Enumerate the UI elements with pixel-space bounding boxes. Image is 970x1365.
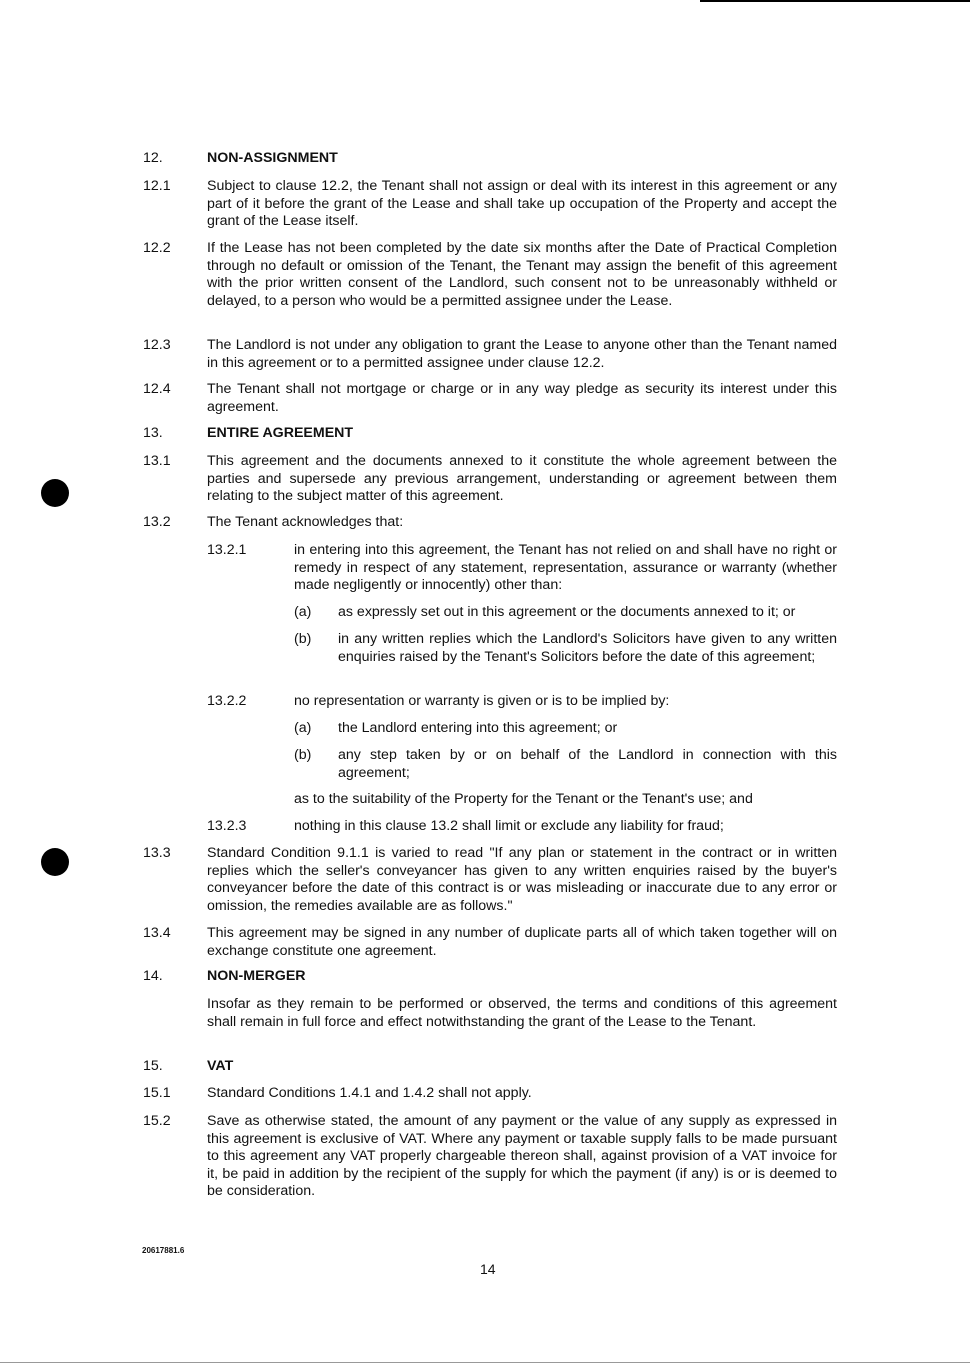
clause-number: 12.2 xyxy=(143,240,171,256)
scan-edge-top xyxy=(700,0,970,2)
clause-number: 12.4 xyxy=(143,381,171,397)
clause-number: 13.2 xyxy=(143,514,171,530)
clause-number: 14. xyxy=(143,968,163,984)
clause-number: 15.1 xyxy=(143,1085,171,1101)
clause-text: The Landlord is not under any obligation to grant the Lease to anyone other than the Tenant named in this agreement or to a permitted assignee under clause 12.2. xyxy=(207,337,837,371)
clause-text: the Landlord entering into this agreement; or xyxy=(338,720,618,736)
scan-edge-bottom xyxy=(0,1362,970,1363)
clause-number: 13. xyxy=(143,425,163,441)
clause-text: The Tenant acknowledges that: xyxy=(207,514,404,530)
clause-number: (a) xyxy=(294,720,312,736)
clause-text: as to the suitability of the Property for the Tenant or the Tenant's use; and xyxy=(294,791,753,807)
clause-number: 13.4 xyxy=(143,925,171,941)
clause-text: in entering into this agreement, the Tenant has not relied on and shall have no right or remedy in respect of any statement, representation, assurance or warranty (whether made negligently or innocently) other than: xyxy=(294,542,837,594)
clause-text: Save as otherwise stated, the amount of any payment or the value of any supply as expressed in this agreement is exclusive of VAT. Where any payment or taxable supply falls to be made pursuant to this agreement any VAT properly chargeable thereon shall, against provision of a VAT invoice for it, be paid in addition by the recipient of the supply for which the payment (if any) is or is deemed to be consideration. xyxy=(207,1113,837,1200)
clause-number: (b) xyxy=(294,747,312,763)
clause-text: This agreement and the documents annexed to it constitute the whole agreement between the parties and supersede any previous arrangement, understanding or agreement between them relating to the subject matter of this agreement. xyxy=(207,453,837,505)
clause-text: The Tenant shall not mortgage or charge or in any way pledge as security its interest under this agreement. xyxy=(207,381,837,415)
document-reference: 20617881.6 xyxy=(142,1246,185,1255)
clause-number: 13.2.2 xyxy=(207,693,247,709)
clause-number: 15.2 xyxy=(143,1113,171,1129)
clause-number: 13.3 xyxy=(143,845,171,861)
clause-text: no representation or warranty is given or is to be implied by: xyxy=(294,693,670,709)
clause-text: This agreement may be signed in any number of duplicate parts all of which taken together will on exchange constitute one agreement. xyxy=(207,925,837,959)
clause-number: 13.2.3 xyxy=(207,818,247,834)
clause-text: in any written replies which the Landlord's Solicitors have given to any written enquiries raised by the Tenant's Solicitors before the date of this agreement; xyxy=(338,631,837,665)
clause-text: Insofar as they remain to be performed or observed, the terms and conditions of this agreement shall remain in full force and effect notwithstanding the grant of the Lease to the Tenant. xyxy=(207,996,837,1030)
clause-number: 13.2.1 xyxy=(207,542,247,558)
clause-number: 13.1 xyxy=(143,453,171,469)
clause-text: Subject to clause 12.2, the Tenant shall not assign or deal with its interest in this agreement or any part of it before the grant of the Lease and shall take up occupation of the Property and accept the grant of the Lease itself. xyxy=(207,178,837,230)
clause-number: (b) xyxy=(294,631,312,647)
clause-title: NON-ASSIGNMENT xyxy=(207,150,338,166)
clause-title: ENTIRE AGREEMENT xyxy=(207,425,354,441)
punch-hole-bottom xyxy=(41,848,69,876)
clause-number: (a) xyxy=(294,604,312,620)
clause-text: as expressly set out in this agreement or the documents annexed to it; or xyxy=(338,604,796,620)
punch-hole-top xyxy=(41,479,69,507)
clause-number: 15. xyxy=(143,1058,163,1074)
clause-number: 12. xyxy=(143,150,163,166)
clause-title: NON-MERGER xyxy=(207,968,306,984)
clause-text: any step taken by or on behalf of the Landlord in connection with this agreement; xyxy=(338,747,837,781)
clause-title: VAT xyxy=(207,1058,234,1074)
clause-text: Standard Conditions 1.4.1 and 1.4.2 shall not apply. xyxy=(207,1085,532,1101)
clause-text: Standard Condition 9.1.1 is varied to read "If any plan or statement in the contract or in written replies which the seller's conveyancer has given to any written enquiries raised by the buyer's conveyancer before the date of this contract is or was misleading or inaccurate due to any error or omission, the remedies available are as follows." xyxy=(207,845,837,914)
clause-text: If the Lease has not been completed by the date six months after the Date of Practical Completion through no default or omission of the Tenant, the Tenant may assign the benefit of this agreement with the prior written consent of the Landlord, such consent not to be unreasonably withheld or delayed, to a person who would be a permitted assignee under the Lease. xyxy=(207,240,837,309)
clause-text: nothing in this clause 13.2 shall limit or exclude any liability for fraud; xyxy=(294,818,724,834)
clause-number: 12.3 xyxy=(143,337,171,353)
page-number: 14 xyxy=(480,1261,496,1277)
clause-number: 12.1 xyxy=(143,178,171,194)
